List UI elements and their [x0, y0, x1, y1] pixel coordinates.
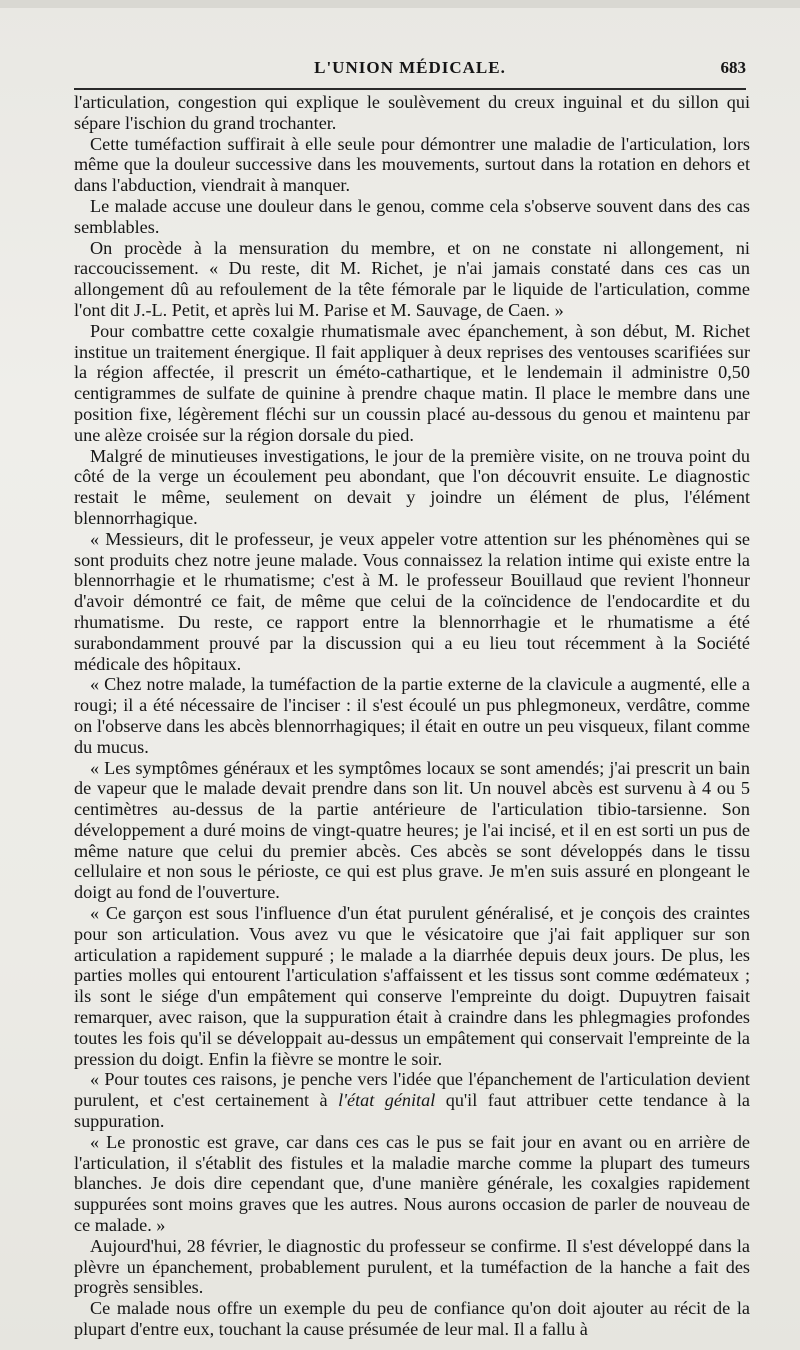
- paragraph-text: « Pour toutes ces raisons, je penche vers l'idée que l'épanchement de l'articulation devient purulent, et c'est certainement à: [74, 1069, 750, 1111]
- paragraph: Le malade accuse une douleur dans le genou, comme cela s'observe souvent dans des cas semblables.: [74, 195, 750, 237]
- journal-title: L'UNION MÉDICALE.: [314, 58, 506, 77]
- italic-phrase: l'état génital: [338, 1090, 436, 1111]
- page-edge: [0, 0, 800, 8]
- paragraph: Ce malade nous offre un exemple du peu de confiance qu'on doit ajouter au récit de la plupart d'entre eux, touchant la cause présumée de leur mal. Il a fallu à: [74, 1298, 750, 1340]
- paragraph: Aujourd'hui, 28 février, le diagnostic du professeur se confirme. Il s'est développé dans la plèvre un épanchement, probablement purulent, et la tuméfaction de la hanche a fait des progrès sensibles.: [74, 1235, 750, 1298]
- paragraph: « Les symptômes généraux et les symptômes locaux se sont amendés; j'ai prescrit un bain de vapeur que le malade devait prendre dans son lit. Un nouvel abcès est survenu à 4 ou 5 centimètres au-dessus de la partie antérieure de l'articulation tibio-tarsienne. Son développement a duré moins de vingt-quatre heures; je l'ai incisé, et il en est sorti un pus de même nature que celui du premier abcès. Ces abcès se sont développés dans le tissu cellulaire et non sous le périoste, ce qui est plus grave. Je m'en suis assuré en plongeant le doigt au fond de l'ouverture.: [74, 757, 750, 903]
- paragraph: Pour combattre cette coxalgie rhumatismale avec épanchement, à son début, M. Richet institue un traitement énergique. Il fait appliquer à deux reprises des ventouses scarifiées sur la région affectée, il prescrit un éméto-cathartique, et le lendemain il administre 0,50 centigrammes de sulfate de quinine à prendre chaque matin. Il place le membre dans une position fixe, légèrement fléchi sur un coussin placé au-dessous du genou et maintenu par une alèze croisée sur la région dorsale du pied.: [74, 320, 750, 445]
- paragraph-continuation: l'articulation, congestion qui explique le soulèvement du creux inguinal et du sillon qui sépare l'ischion du grand trochanter.: [74, 92, 750, 133]
- paragraph: Cette tuméfaction suffirait à elle seule pour démontrer une maladie de l'articulation, lors même que la douleur successive dans les mouvements, surtout dans la rotation en dehors et dans l'abduction, viendrait à manquer.: [74, 133, 750, 196]
- article-body: [74, 92, 750, 1340]
- page-number: 683: [720, 58, 746, 77]
- paragraph: « Chez notre malade, la tuméfaction de la partie externe de la clavicule a augmenté, elle a rougi; il a été nécessaire de l'inciser : il s'est écoulé un pus phlegmoneux, verdâtre, comme on l'observe dans les abcès blennorrhagiques; il était en outre un peu visqueux, filant comme du mucus.: [74, 674, 750, 757]
- paragraph: Malgré de minutieuses investigations, le jour de la première visite, on ne trouva point du côté de la verge un écoulement peu abondant, que l'on découvrit ensuite. Le diagnostic restait le même, seulement on devait y joindre un élément de plus, l'élément blennorrhagique.: [74, 445, 750, 528]
- paragraph: [74, 1069, 750, 1131]
- running-header: [74, 58, 746, 84]
- paragraph: « Messieurs, dit le professeur, je veux appeler votre attention sur les phénomènes qui se sont produits chez notre jeune malade. Vous connaissez la relation intime qui existe entre la blennorrhagie et le rhumatisme; c'est à M. le professeur Bouillaud que revient l'honneur d'avoir démontré ce fait, de même que celui de la coïncidence de l'endocardite et du rhumatisme. Du reste, ce rapport entre la blennorrhagie et le rhumatisme a été surabondamment prouvé par la discussion qui a eu lieu tout récemment à la Société médicale des hôpitaux.: [74, 528, 750, 674]
- header-rule: [74, 88, 746, 90]
- paragraph-text: qu'il faut attribuer cette tendance à la suppuration.: [74, 1090, 751, 1132]
- paragraph: « Ce garçon est sous l'influence d'un état purulent généralisé, et je conçois des craintes pour son articulation. Vous avez vu que le vésicatoire que j'ai fait appliquer sur son articulation a rapidement suppuré ; le malade a la diarrhée depuis deux jours. De plus, les parties molles qui entourent l'articulation s'affaissent et les tissus sont comme œdémateux ; ils sont le siége d'un empâtement qui conserve l'empreinte du doigt. Dupuytren faisait remarquer, avec raison, que la suppuration était à craindre dans les phlegmagies profondes toutes les fois qu'il se développait au-dessus un empâtement qui conservait l'empreinte de la pression du doigt. Enfin la fièvre se montre le soir.: [74, 903, 750, 1069]
- paragraph: « Le pronostic est grave, car dans ces cas le pus se fait jour en avant ou en arrière de l'articulation, il s'établit des fistules et la maladie marche comme la plupart des tumeurs blanches. Je dois dire cependant que, d'une manière générale, les coxalgies rapidement suppurées sont moins graves que les autres. Nous aurons occasion de parler de nouveau de ce malade. »: [74, 1131, 750, 1236]
- paragraph: On procède à la mensuration du membre, et on ne constate ni allongement, ni raccoucissement. « Du reste, dit M. Richet, je n'ai jamais constaté dans ces cas un allongement dû au refoulement de la tête fémorale par le liquide de l'articulation, comme l'ont dit J.-L. Petit, et après lui M. Parise et M. Sauvage, de Caen. »: [74, 237, 750, 320]
